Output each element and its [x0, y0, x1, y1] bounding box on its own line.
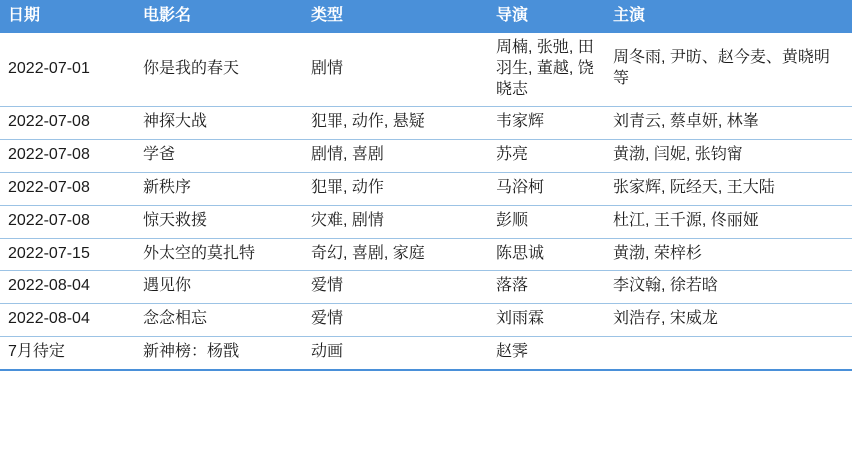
cell-genre: 奇幻, 喜剧, 家庭: [303, 238, 488, 271]
cell-director: 韦家辉: [488, 107, 605, 140]
cell-title: 新秩序: [135, 172, 303, 205]
column-header-genre: 类型: [303, 0, 488, 33]
cell-cast: [605, 336, 852, 369]
table-row: [0, 336, 852, 369]
table-row: [0, 172, 852, 205]
cell-title: 神探大战: [135, 107, 303, 140]
cell-cast: 刘青云, 蔡卓妍, 林峯: [605, 107, 852, 140]
cell-director: 苏亮: [488, 140, 605, 173]
cell-date: 2022-07-01: [0, 33, 135, 107]
table-row: [0, 271, 852, 304]
cell-cast: 刘浩存, 宋威龙: [605, 304, 852, 337]
cell-director: 落落: [488, 271, 605, 304]
column-header-cast: 主演: [605, 0, 852, 33]
table-header-row: [0, 0, 852, 33]
table-body: [0, 33, 852, 370]
cell-cast: 黄渤, 闫妮, 张钧甯: [605, 140, 852, 173]
cell-genre: 灾难, 剧情: [303, 205, 488, 238]
cell-genre: 动画: [303, 336, 488, 369]
table-header: [0, 0, 852, 33]
cell-director: 马浴柯: [488, 172, 605, 205]
cell-genre: 爱情: [303, 304, 488, 337]
cell-title: 新神榜：杨戬: [135, 336, 303, 369]
cell-date: 2022-07-15: [0, 238, 135, 271]
column-header-title: 电影名: [135, 0, 303, 33]
cell-genre: 犯罪, 动作, 悬疑: [303, 107, 488, 140]
cell-director: 彭顺: [488, 205, 605, 238]
cell-genre: 剧情, 喜剧: [303, 140, 488, 173]
cell-cast: 李汶翰, 徐若晗: [605, 271, 852, 304]
cell-title: 念念相忘: [135, 304, 303, 337]
cell-cast: 杜江, 王千源, 佟丽娅: [605, 205, 852, 238]
column-header-date: 日期: [0, 0, 135, 33]
cell-director: 陈思诚: [488, 238, 605, 271]
cell-date: 7月待定: [0, 336, 135, 369]
cell-genre: 犯罪, 动作: [303, 172, 488, 205]
table-row: [0, 238, 852, 271]
cell-genre: 剧情: [303, 33, 488, 107]
cell-director: 刘雨霖: [488, 304, 605, 337]
cell-date: 2022-07-08: [0, 172, 135, 205]
table-row: [0, 140, 852, 173]
table-row: [0, 304, 852, 337]
cell-title: 学爸: [135, 140, 303, 173]
cell-cast: 黄渤, 荣梓杉: [605, 238, 852, 271]
cell-cast: 张家辉, 阮经天, 王大陆: [605, 172, 852, 205]
cell-genre: 爱情: [303, 271, 488, 304]
cell-date: 2022-07-08: [0, 140, 135, 173]
cell-date: 2022-07-08: [0, 205, 135, 238]
cell-title: 外太空的莫扎特: [135, 238, 303, 271]
table-row: [0, 33, 852, 107]
column-header-director: 导演: [488, 0, 605, 33]
cell-director: 周楠, 张弛, 田羽生, 董越, 饶晓志: [488, 33, 605, 107]
cell-director: 赵霁: [488, 336, 605, 369]
cell-date: 2022-07-08: [0, 107, 135, 140]
table-row: [0, 107, 852, 140]
cell-title: 你是我的春天: [135, 33, 303, 107]
cell-title: 惊天救援: [135, 205, 303, 238]
cell-date: 2022-08-04: [0, 271, 135, 304]
table-row: [0, 205, 852, 238]
cell-date: 2022-08-04: [0, 304, 135, 337]
cell-cast: 周冬雨, 尹昉、赵今麦、黄晓明等: [605, 33, 852, 107]
cell-title: 遇见你: [135, 271, 303, 304]
